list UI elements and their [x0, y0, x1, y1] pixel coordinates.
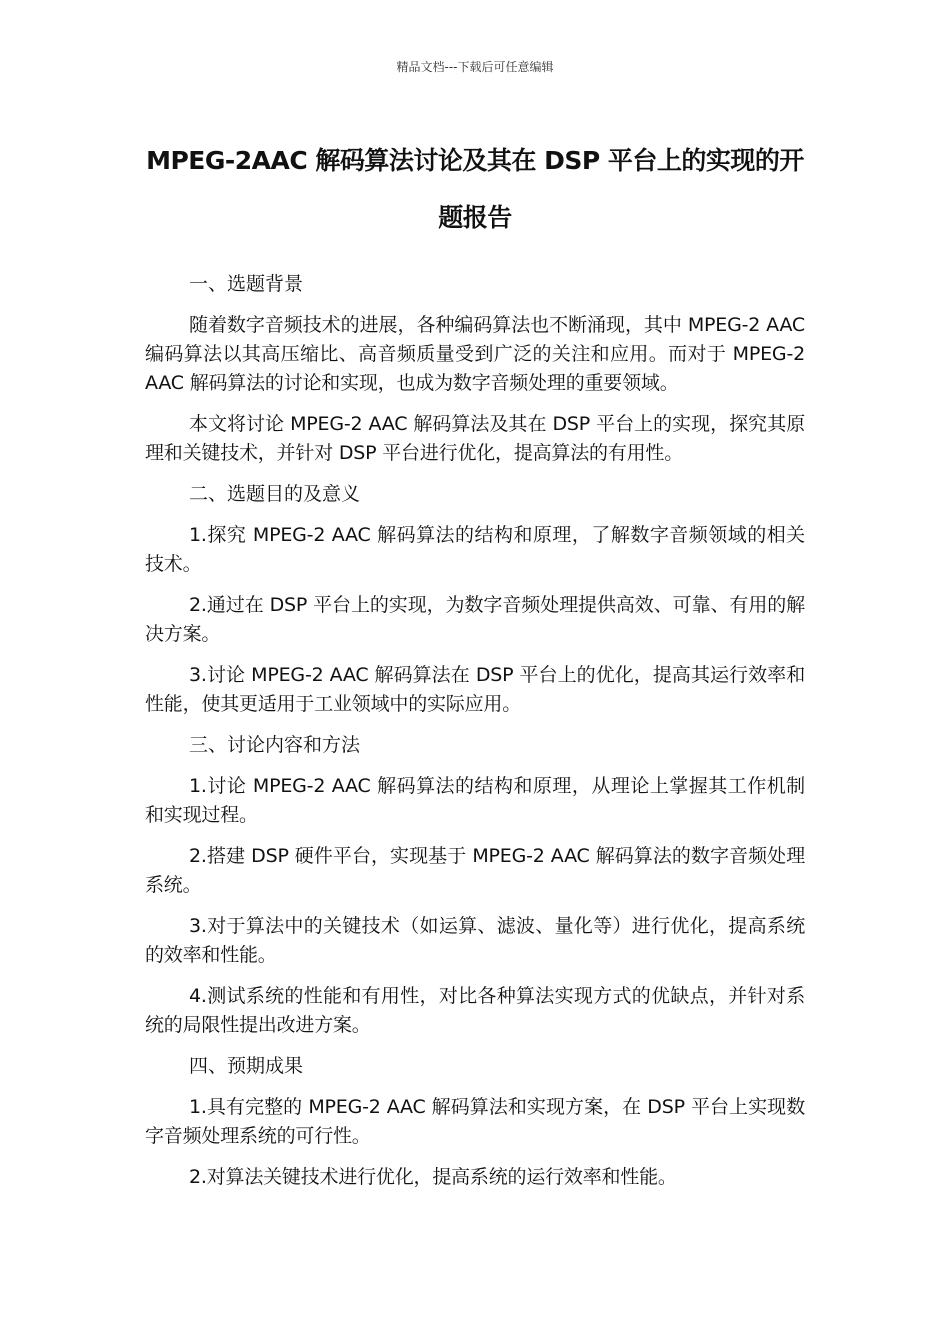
paragraph: 1.具有完整的 MPEG-2 AAC 解码算法和实现方案，在 DSP 平台上实现数字音频处理系统的可行性。 [145, 1096, 805, 1147]
paragraph: 本文将讨论 MPEG-2 AAC 解码算法及其在 DSP 平台上的实现，探究其原理和关键技术，并针对 DSP 平台进行优化，提高算法的有用性。 [145, 413, 805, 464]
section-expected-results [145, 1052, 805, 1192]
section-heading: 四、预期成果 [189, 1055, 304, 1077]
paragraph: 2.搭建 DSP 硬件平台，实现基于 MPEG-2 AAC 解码算法的数字音频处理系统。 [145, 845, 805, 896]
paragraph: 3.讨论 MPEG-2 AAC 解码算法在 DSP 平台上的优化，提高其运行效率和性能，使其更适用于工业领域中的实际应用。 [145, 664, 805, 715]
paragraph: 随着数字音频技术的进展，各种编码算法也不断涌现，其中 MPEG-2 AAC 编码算法以其高压缩比、高音频质量受到广泛的关注和应用。而对于 MPEG-2 AAC 解码算法的讨论和实现，也成为数字音频处理的重要领域。 [145, 314, 805, 394]
document-title: MPEG-2AAC 解码算法讨论及其在 DSP 平台上的实现的开题报告 [146, 146, 804, 232]
paragraph: 2.通过在 DSP 平台上的实现，为数字音频处理提供高效、可靠、有用的解决方案。 [145, 594, 805, 645]
section-heading: 二、选题目的及意义 [189, 483, 361, 505]
section-background [145, 270, 805, 468]
page-header-note: 精品文档---下载后可任意编辑 [396, 60, 554, 74]
document-body [145, 270, 805, 1204]
section-purpose [145, 480, 805, 719]
paragraph: 1.讨论 MPEG-2 AAC 解码算法的结构和原理，从理论上掌握其工作机制和实现过程。 [145, 775, 805, 826]
paragraph: 1.探究 MPEG-2 AAC 解码算法的结构和原理，了解数字音频领域的相关技术。 [145, 524, 805, 575]
paragraph: 3.对于算法中的关键技术（如运算、滤波、量化等）进行优化，提高系统的效率和性能。 [145, 915, 805, 966]
paragraph: 2.对算法关键技术进行优化，提高系统的运行效率和性能。 [189, 1166, 677, 1188]
paragraph: 4.测试系统的性能和有用性，对比各种算法实现方式的优缺点，并针对系统的局限性提出改进方案。 [145, 985, 805, 1036]
section-content-method [145, 731, 805, 1040]
section-heading: 一、选题背景 [189, 273, 304, 295]
section-heading: 三、讨论内容和方法 [189, 734, 361, 756]
